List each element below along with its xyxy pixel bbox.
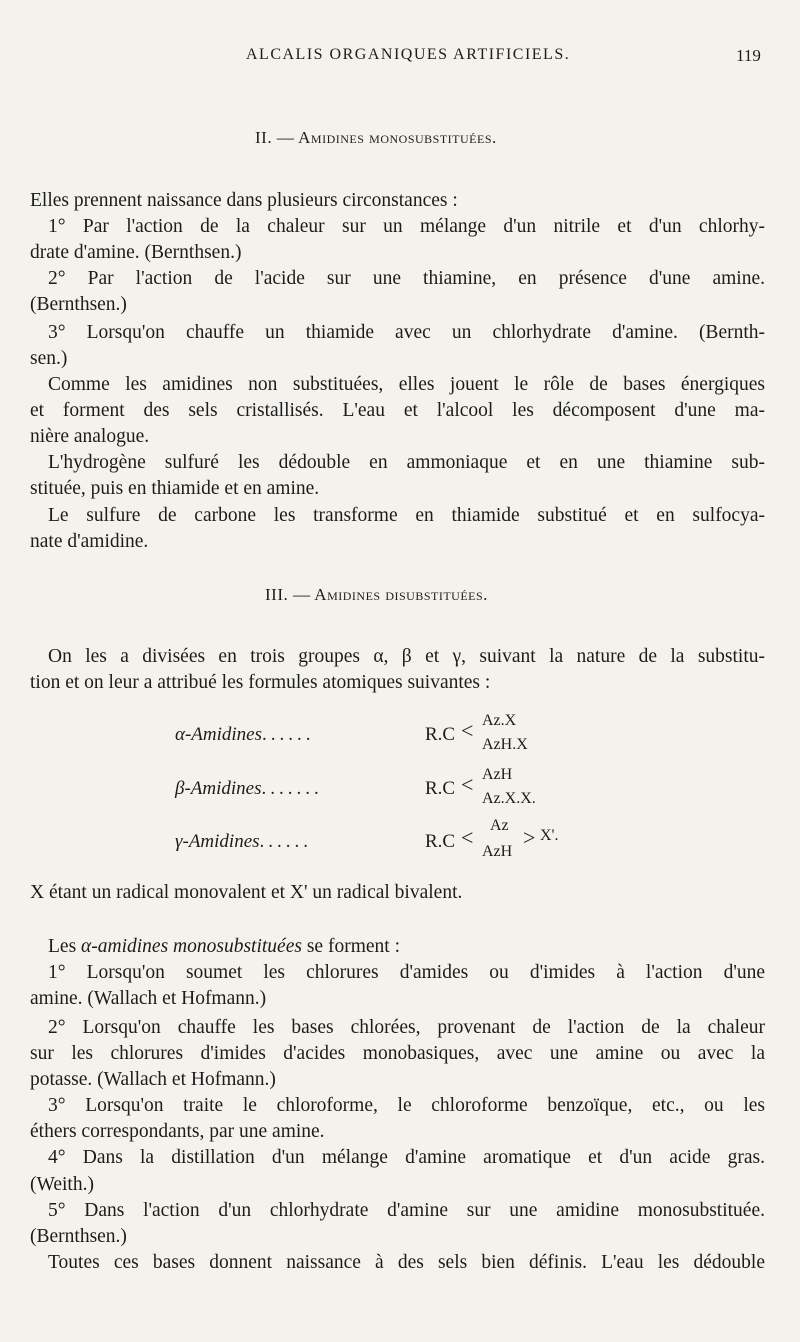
bond-chevron: < bbox=[461, 825, 474, 850]
formula-label: β-Amidines bbox=[175, 778, 262, 799]
formula-beta-amidines bbox=[0, 764, 800, 814]
page-header bbox=[0, 40, 800, 70]
paragraph-line: potasse. (Wallach et Hofmann.) bbox=[30, 1069, 276, 1090]
paragraph-line: nière analogue. bbox=[30, 426, 150, 447]
paragraph-line bbox=[48, 934, 765, 960]
formula-alpha-amidines bbox=[0, 710, 800, 760]
paragraph-line: Comme les amidines non substituées, elles jouent le rôle de bases énergiques bbox=[48, 374, 765, 395]
paragraph-line: et forment des sels cristallisés. L'eau et l'alcool les décomposent d'une ma- bbox=[30, 400, 765, 421]
paragraph-line: (Weith.) bbox=[30, 1174, 94, 1195]
formula-upper-group: Az bbox=[490, 817, 509, 834]
text-run: Les bbox=[48, 936, 82, 957]
paragraph-line: éthers correspondants, par une amine. bbox=[30, 1121, 325, 1142]
formula-label: γ-Amidines bbox=[175, 831, 260, 852]
paragraph-line: (Bernthsen.) bbox=[30, 1226, 127, 1247]
paragraph-line: L'hydrogène sulfuré les dédouble en ammoniaque et en une thiamine sub- bbox=[48, 452, 765, 473]
running-title: ALCALIS ORGANIQUES ARTIFICIELS. bbox=[246, 46, 571, 63]
formula-upper-group: Az.X bbox=[482, 712, 517, 729]
paragraph-line: amine. (Wallach et Hofmann.) bbox=[30, 988, 267, 1009]
formula-lower-group: AzH.X bbox=[482, 736, 528, 753]
bond-chevron-right: > bbox=[523, 825, 536, 850]
leader-dots: ....... bbox=[261, 778, 323, 799]
paragraph-line: tion et on leur a attribué les formules atomiques suivantes : bbox=[30, 672, 491, 693]
emphasized-term: α-amidines monosubstituées bbox=[81, 936, 302, 957]
text-run: se forment : bbox=[301, 936, 400, 957]
leader-dots: ...... bbox=[262, 724, 315, 745]
paragraph-line: Toutes ces bases donnent naissance à des sels bien définis. L'eau les dédouble bbox=[48, 1252, 765, 1273]
paragraph-line: 1° Par l'action de la chaleur sur un mélange d'un nitrile et d'un chlorhy- bbox=[48, 216, 765, 237]
formula-lower-group: AzH bbox=[482, 843, 513, 860]
formula-label: α-Amidines bbox=[175, 724, 263, 745]
formula-bivalent-radical: X'. bbox=[540, 827, 559, 844]
section-heading-ii: II. — Amidines monosubstituées. bbox=[255, 128, 497, 147]
paragraph-line: On les a divisées en trois groupes α, β et γ, suivant la nature de la substitu- bbox=[48, 646, 765, 667]
paragraph-line: 3° Lorsqu'on traite le chloroforme, le chloroforme benzoïque, etc., ou les bbox=[48, 1095, 765, 1116]
leader-dots: ...... bbox=[259, 831, 313, 852]
bond-chevron: < bbox=[461, 772, 474, 797]
bond-chevron: < bbox=[461, 718, 474, 743]
paragraph-line: sen.) bbox=[30, 348, 68, 369]
formula-core: R.C bbox=[425, 831, 456, 852]
paragraph-line: 2° Par l'action de l'acide sur une thiamine, en présence d'une amine. bbox=[48, 268, 765, 289]
paragraph-line: stituée, puis en thiamide et en amine. bbox=[30, 478, 320, 499]
paragraph-line: 2° Lorsqu'on chauffe les bases chlorées, provenant de l'action de la chaleur bbox=[48, 1017, 765, 1038]
paragraph-line: (Bernthsen.) bbox=[30, 294, 127, 315]
paragraph-line: drate d'amine. (Bernthsen.) bbox=[30, 242, 242, 263]
paragraph-line: X étant un radical monovalent et X' un radical bivalent. bbox=[30, 882, 463, 903]
formula-lower-group: Az.X.X. bbox=[482, 790, 536, 807]
paragraph-line: Le sulfure de carbone les transforme en thiamide substitué et en sulfocya- bbox=[48, 505, 765, 526]
paragraph-line: Elles prennent naissance dans plusieurs circonstances : bbox=[30, 190, 458, 211]
paragraph-line: 3° Lorsqu'on chauffe un thiamide avec un chlorhydrate d'amine. (Bernth- bbox=[48, 322, 765, 343]
formula-upper-group: AzH bbox=[482, 766, 513, 783]
page-number: 119 bbox=[736, 46, 761, 65]
paragraph-line: 1° Lorsqu'on soumet les chlorures d'amides ou d'imides à l'action d'une bbox=[48, 962, 765, 983]
paragraph-line: nate d'amidine. bbox=[30, 531, 149, 552]
section-heading-iii: III. — Amidines disubstituées. bbox=[265, 585, 488, 604]
formula-core: R.C bbox=[425, 724, 456, 745]
paragraph-line: 4° Dans la distillation d'un mélange d'amine aromatique et d'un acide gras. bbox=[48, 1147, 765, 1168]
formula-core: R.C bbox=[425, 778, 456, 799]
paragraph-line: sur les chlorures d'imides d'acides monobasiques, avec une amine ou avec la bbox=[30, 1043, 765, 1064]
paragraph-line: 5° Dans l'action d'un chlorhydrate d'amine sur une amidine monosubstituée. bbox=[48, 1200, 765, 1221]
formula-gamma-amidines bbox=[0, 815, 800, 865]
